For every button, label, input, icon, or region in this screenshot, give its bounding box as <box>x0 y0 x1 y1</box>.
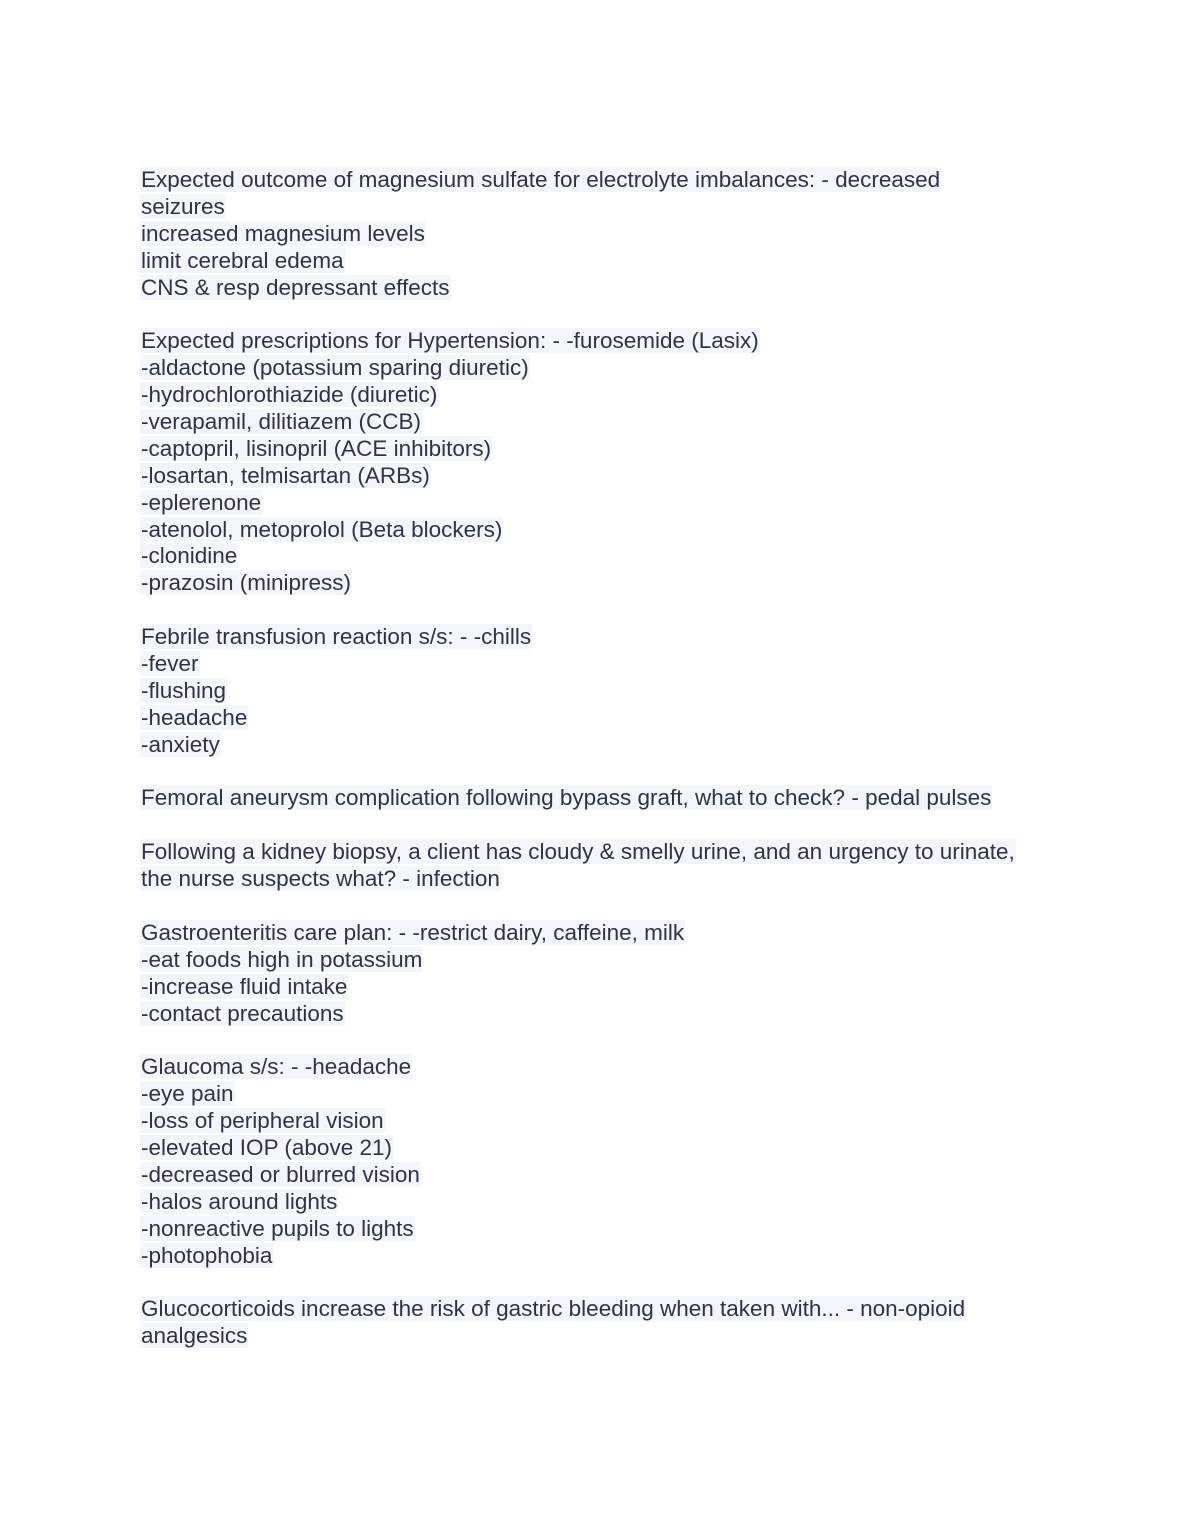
card-line-text: analgesics <box>141 1323 248 1349</box>
card-line-text: -increase fluid intake <box>141 973 348 999</box>
card-line <box>140 920 1060 947</box>
card-line-text: -losartan, telmisartan (ARBs) <box>141 462 430 488</box>
card-line <box>140 866 1060 893</box>
card-line <box>140 1054 1060 1081</box>
card-line-text: -aldactone (potassium sparing diuretic) <box>141 355 529 381</box>
card-line-text: seizures <box>141 193 225 219</box>
card-line <box>140 1296 1060 1323</box>
flashcard-gastroenteritis <box>140 920 1060 1028</box>
flashcard-kidney-biopsy <box>140 839 1060 893</box>
card-line-text: Femoral aneurysm complication following bypass graft, what to check? - pedal pulses <box>141 785 992 811</box>
card-line-text: -fever <box>141 651 199 677</box>
card-line-text: -anxiety <box>141 731 220 757</box>
card-line <box>140 1243 1060 1270</box>
card-line <box>140 221 1060 248</box>
flashcard-magnesium-sulfate <box>140 167 1060 301</box>
card-line <box>140 974 1060 1001</box>
card-line-text: limit cerebral edema <box>141 247 344 273</box>
card-line-text: -loss of peripheral vision <box>141 1108 384 1134</box>
card-line-text: -eye pain <box>141 1081 234 1107</box>
card-line-text: CNS & resp depressant effects <box>141 274 450 300</box>
card-line <box>140 436 1060 463</box>
card-line-text: -halos around lights <box>141 1188 338 1214</box>
card-line-text: -decreased or blurred vision <box>141 1161 420 1187</box>
card-line <box>140 1162 1060 1189</box>
card-line <box>140 490 1060 517</box>
card-line <box>140 409 1060 436</box>
card-line-text: increased magnesium levels <box>141 220 425 246</box>
card-line-text: the nurse suspects what? - infection <box>141 866 500 892</box>
card-line-text: -photophobia <box>141 1242 273 1268</box>
card-line-text: -prazosin (minipress) <box>141 570 352 596</box>
card-line <box>140 328 1060 355</box>
card-line <box>140 732 1060 759</box>
card-line <box>140 839 1060 866</box>
card-line <box>140 543 1060 570</box>
card-line-text: -verapamil, dilitiazem (CCB) <box>141 409 422 435</box>
card-line <box>140 194 1060 221</box>
card-line-text: -atenolol, metoprolol (Beta blockers) <box>141 516 503 542</box>
card-line-text: -nonreactive pupils to lights <box>141 1215 414 1241</box>
card-line <box>140 651 1060 678</box>
card-line <box>140 275 1060 302</box>
flashcard-glaucoma <box>140 1054 1060 1269</box>
card-line-text: -hydrochlorothiazide (diuretic) <box>141 382 438 408</box>
card-line <box>140 355 1060 382</box>
card-line-text: -flushing <box>141 677 227 703</box>
card-line <box>140 1189 1060 1216</box>
card-line-text: Glucocorticoids increase the risk of gastric bleeding when taken with... - non-opioid <box>141 1296 966 1322</box>
card-line-text: Gastroenteritis care plan: - -restrict dairy, caffeine, milk <box>141 919 685 945</box>
card-line <box>140 1323 1060 1350</box>
flashcard-femoral-aneurysm <box>140 785 1060 812</box>
card-line <box>140 167 1060 194</box>
card-line <box>140 1108 1060 1135</box>
flashcard-hypertension-prescriptions <box>140 328 1060 597</box>
card-line-text: -elevated IOP (above 21) <box>141 1135 392 1161</box>
card-line <box>140 1081 1060 1108</box>
card-line <box>140 248 1060 275</box>
card-line-text: -headache <box>141 704 248 730</box>
card-line <box>140 705 1060 732</box>
flashcard-glucocorticoids <box>140 1296 1060 1350</box>
card-line <box>140 570 1060 597</box>
card-line-text: -clonidine <box>141 543 238 569</box>
card-line <box>140 382 1060 409</box>
card-line <box>140 517 1060 544</box>
card-line-text: Expected outcome of magnesium sulfate for electrolyte imbalances: - decreased <box>141 167 941 192</box>
card-line <box>140 947 1060 974</box>
card-line <box>140 785 1060 812</box>
card-line-text: Febrile transfusion reaction s/s: - -chills <box>141 624 532 650</box>
card-line <box>140 463 1060 490</box>
card-line-text: Expected prescriptions for Hypertension: - -furosemide (Lasix) <box>141 328 759 354</box>
card-line-text: -contact precautions <box>141 1000 344 1026</box>
card-line <box>140 1001 1060 1028</box>
card-line-text: Following a kidney biopsy, a client has cloudy & smelly urine, and an urgency to urinate, <box>141 839 1015 865</box>
flashcard-febrile-transfusion <box>140 624 1060 758</box>
card-line <box>140 624 1060 651</box>
card-line <box>140 1135 1060 1162</box>
card-line-text: Glaucoma s/s: - -headache <box>141 1054 412 1080</box>
card-line <box>140 678 1060 705</box>
card-line <box>140 1216 1060 1243</box>
card-line-text: -eplerenone <box>141 489 262 515</box>
document-page <box>140 167 1060 1377</box>
card-line-text: -captopril, lisinopril (ACE inhibitors) <box>141 435 492 461</box>
card-line-text: -eat foods high in potassium <box>141 946 423 972</box>
